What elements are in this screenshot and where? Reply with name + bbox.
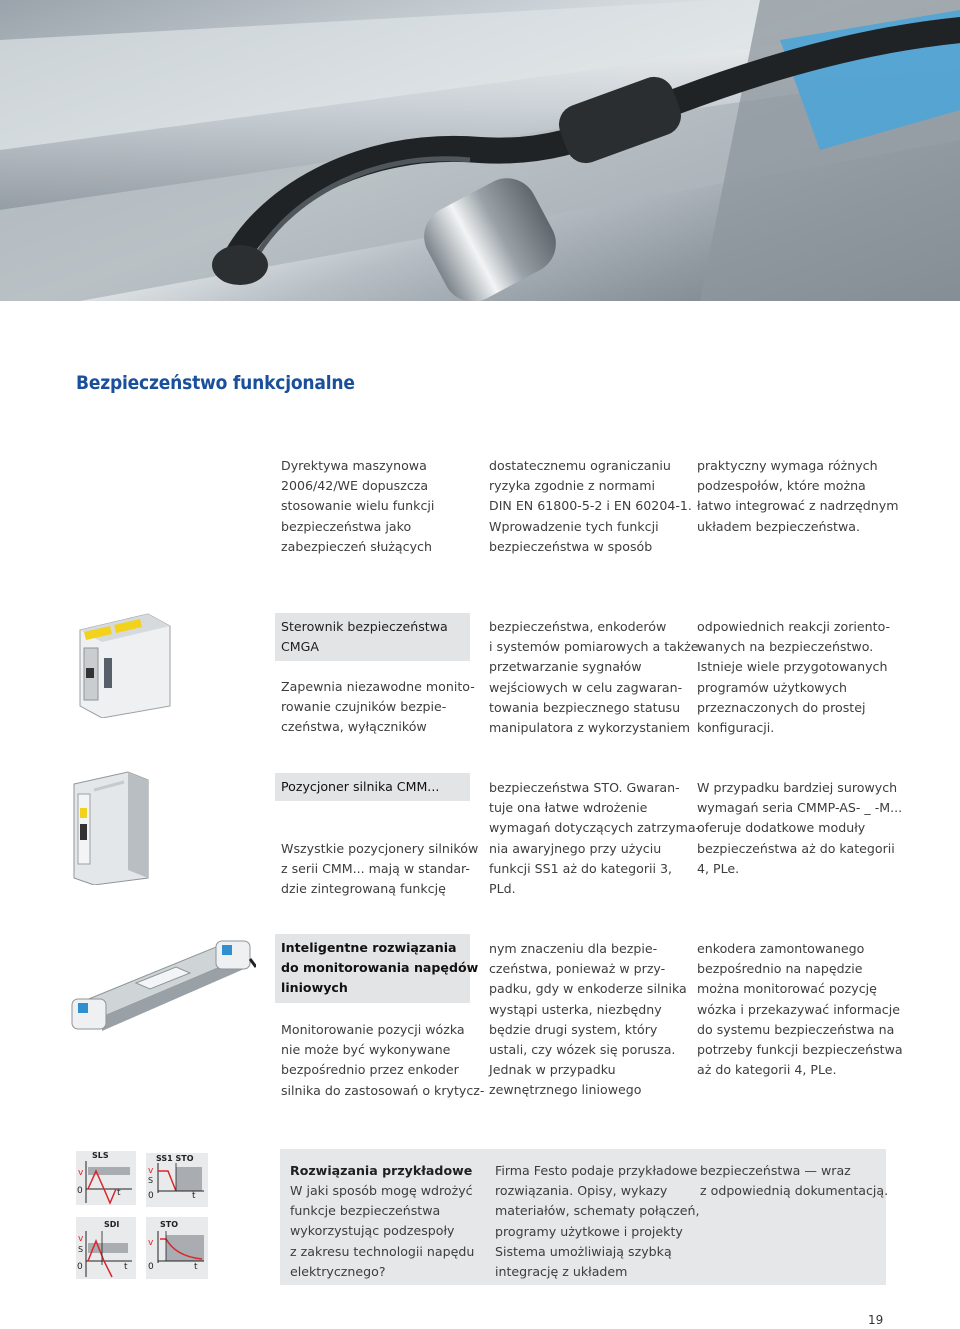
- linear-column-3: enkodera zamontowanego bezpośrednio na napędzie można monitorować pozycję wózka i przekazywać informacje do systemu bezpieczeństwa na potrzeby funkcji bezpieczeństwa aż do kategorii 4, PLe.: [697, 941, 903, 1078]
- linear-section-title: Inteligentne rozwiązania do monitorowania napędów liniowych: [275, 934, 470, 1003]
- examples-column-3: bezpieczeństwa — wraz z odpowiednią dokumentacją.: [700, 1163, 889, 1199]
- svg-text:0: 0: [77, 1186, 83, 1196]
- svg-text:v: v: [148, 1238, 154, 1248]
- diagram-sto: [146, 1217, 208, 1279]
- safety-function-diagrams: [72, 1145, 214, 1285]
- cmm-section-title: Pozycjoner silnika CMM...: [275, 773, 470, 801]
- diagram-ss1-sto: [146, 1153, 208, 1207]
- page-number: 19: [868, 1313, 884, 1327]
- examples-column-1: W jaki sposób mogę wdrożyć funkcje bezpieczeństwa wykorzystując podzespoły z zakresu technologii napędu elektrycznego?: [290, 1183, 475, 1279]
- cmm-column-1: Wszystkie pozycjonery silników z serii CMM... mają w standar- dzie zintegrowaną funkcję: [281, 841, 479, 897]
- examples-column-2: Firma Festo podaje przykładowe rozwiązania. Opisy, wykazy materiałów, schematy połączeń, programy użytkowe i projekty Sistema umożliwiają szybką integrację z układem: [495, 1163, 700, 1280]
- svg-text:S: S: [148, 1176, 154, 1185]
- diagram-sls: [76, 1151, 136, 1205]
- cmga-section-title: Sterownik bezpieczeństwa CMGA: [275, 613, 470, 661]
- page-title: Bezpieczeństwo funkcjonalne: [76, 372, 355, 394]
- svg-text:t: t: [117, 1188, 121, 1198]
- svg-text:0: 0: [148, 1191, 154, 1201]
- svg-text:v: v: [148, 1166, 154, 1176]
- intro-column-2: dostatecznemu ograniczaniu ryzyka zgodnie z normami DIN EN 61800-5-2 i EN 60204-1. Wprowadzenie tych funkcji bezpieczeństwa w sposób: [489, 458, 692, 554]
- svg-text:STO: STO: [160, 1220, 179, 1229]
- diagram-sdi: [76, 1217, 136, 1279]
- svg-text:0: 0: [148, 1262, 154, 1272]
- svg-text:SDI: SDI: [104, 1220, 120, 1229]
- svg-text:SLS: SLS: [92, 1151, 109, 1160]
- cmm-positioner-image: [70, 770, 160, 885]
- svg-text:t: t: [124, 1262, 128, 1272]
- cmga-column-3: odpowiednich reakcji zoriento- wanych na bezpieczeństwo. Istnieje wiele przygotowanych programów użytkowych przeznaczonych do prostej konfiguracji.: [697, 619, 891, 736]
- connector-illustration: [0, 0, 960, 301]
- linear-column-2: nym znaczeniu dla bezpie- czeństwa, ponieważ w przy- padku, gdy w enkoderze silnika wystąpi usterka, niezbędny będzie drugi system, który ustali, czy wózek się porusza. Jednak w przypadku zewnętrznego liniowego: [489, 941, 687, 1098]
- linear-column-1: Monitorowanie pozycji wózka nie może być wykonywane bezpośrednio przez enkoder silnika do zastosowań o krytycz-: [281, 1022, 485, 1098]
- intro-column-1: Dyrektywa maszynowa 2006/42/WE dopuszcza stosowanie wielu funkcji bezpieczeństwa jako zabezpieczeń służących: [281, 458, 435, 554]
- linear-axis-image: [66, 935, 256, 1045]
- intro-column-3: praktyczny wymaga różnych podzespołów, które można łatwo integrować z nadrzędnym układem bezpieczeństwa.: [697, 458, 899, 534]
- svg-text:0: 0: [77, 1262, 83, 1272]
- hero-photo: [0, 0, 960, 301]
- svg-text:SS1 STO: SS1 STO: [156, 1154, 194, 1163]
- cmm-column-3: W przypadku bardziej surowych wymagań seria CMMP-AS- _ -M... oferuje dodatkowe moduły bezpieczeństwa aż do kategorii 4, PLe.: [697, 780, 903, 876]
- svg-text:t: t: [194, 1262, 198, 1272]
- examples-title: Rozwiązania przykładowe: [290, 1163, 473, 1178]
- svg-text:v: v: [78, 1234, 84, 1244]
- cmga-column-1: Zapewnia niezawodne monito- rowanie czujników bezpie- czeństwa, wyłączników: [281, 679, 475, 735]
- cmm-column-2: bezpieczeństwa STO. Gwaran- tuje ona łatwe wdrożenie wymagań dotyczących zatrzyma- nia awaryjnego przy użyciu funkcji SS1 aż do kategorii 3, PLd.: [489, 780, 701, 897]
- cmga-column-2: bezpieczeństwa, enkoderów i systemów pomiarowych a także przetwarzanie sygnałów wejściowych w celu zagwaran- towania bezpiecznego statusu manipulatora z wykorzystaniem: [489, 619, 699, 736]
- cmga-controller-image: [70, 608, 180, 718]
- svg-text:v: v: [78, 1168, 84, 1178]
- svg-text:t: t: [192, 1191, 196, 1201]
- svg-text:S: S: [78, 1245, 84, 1254]
